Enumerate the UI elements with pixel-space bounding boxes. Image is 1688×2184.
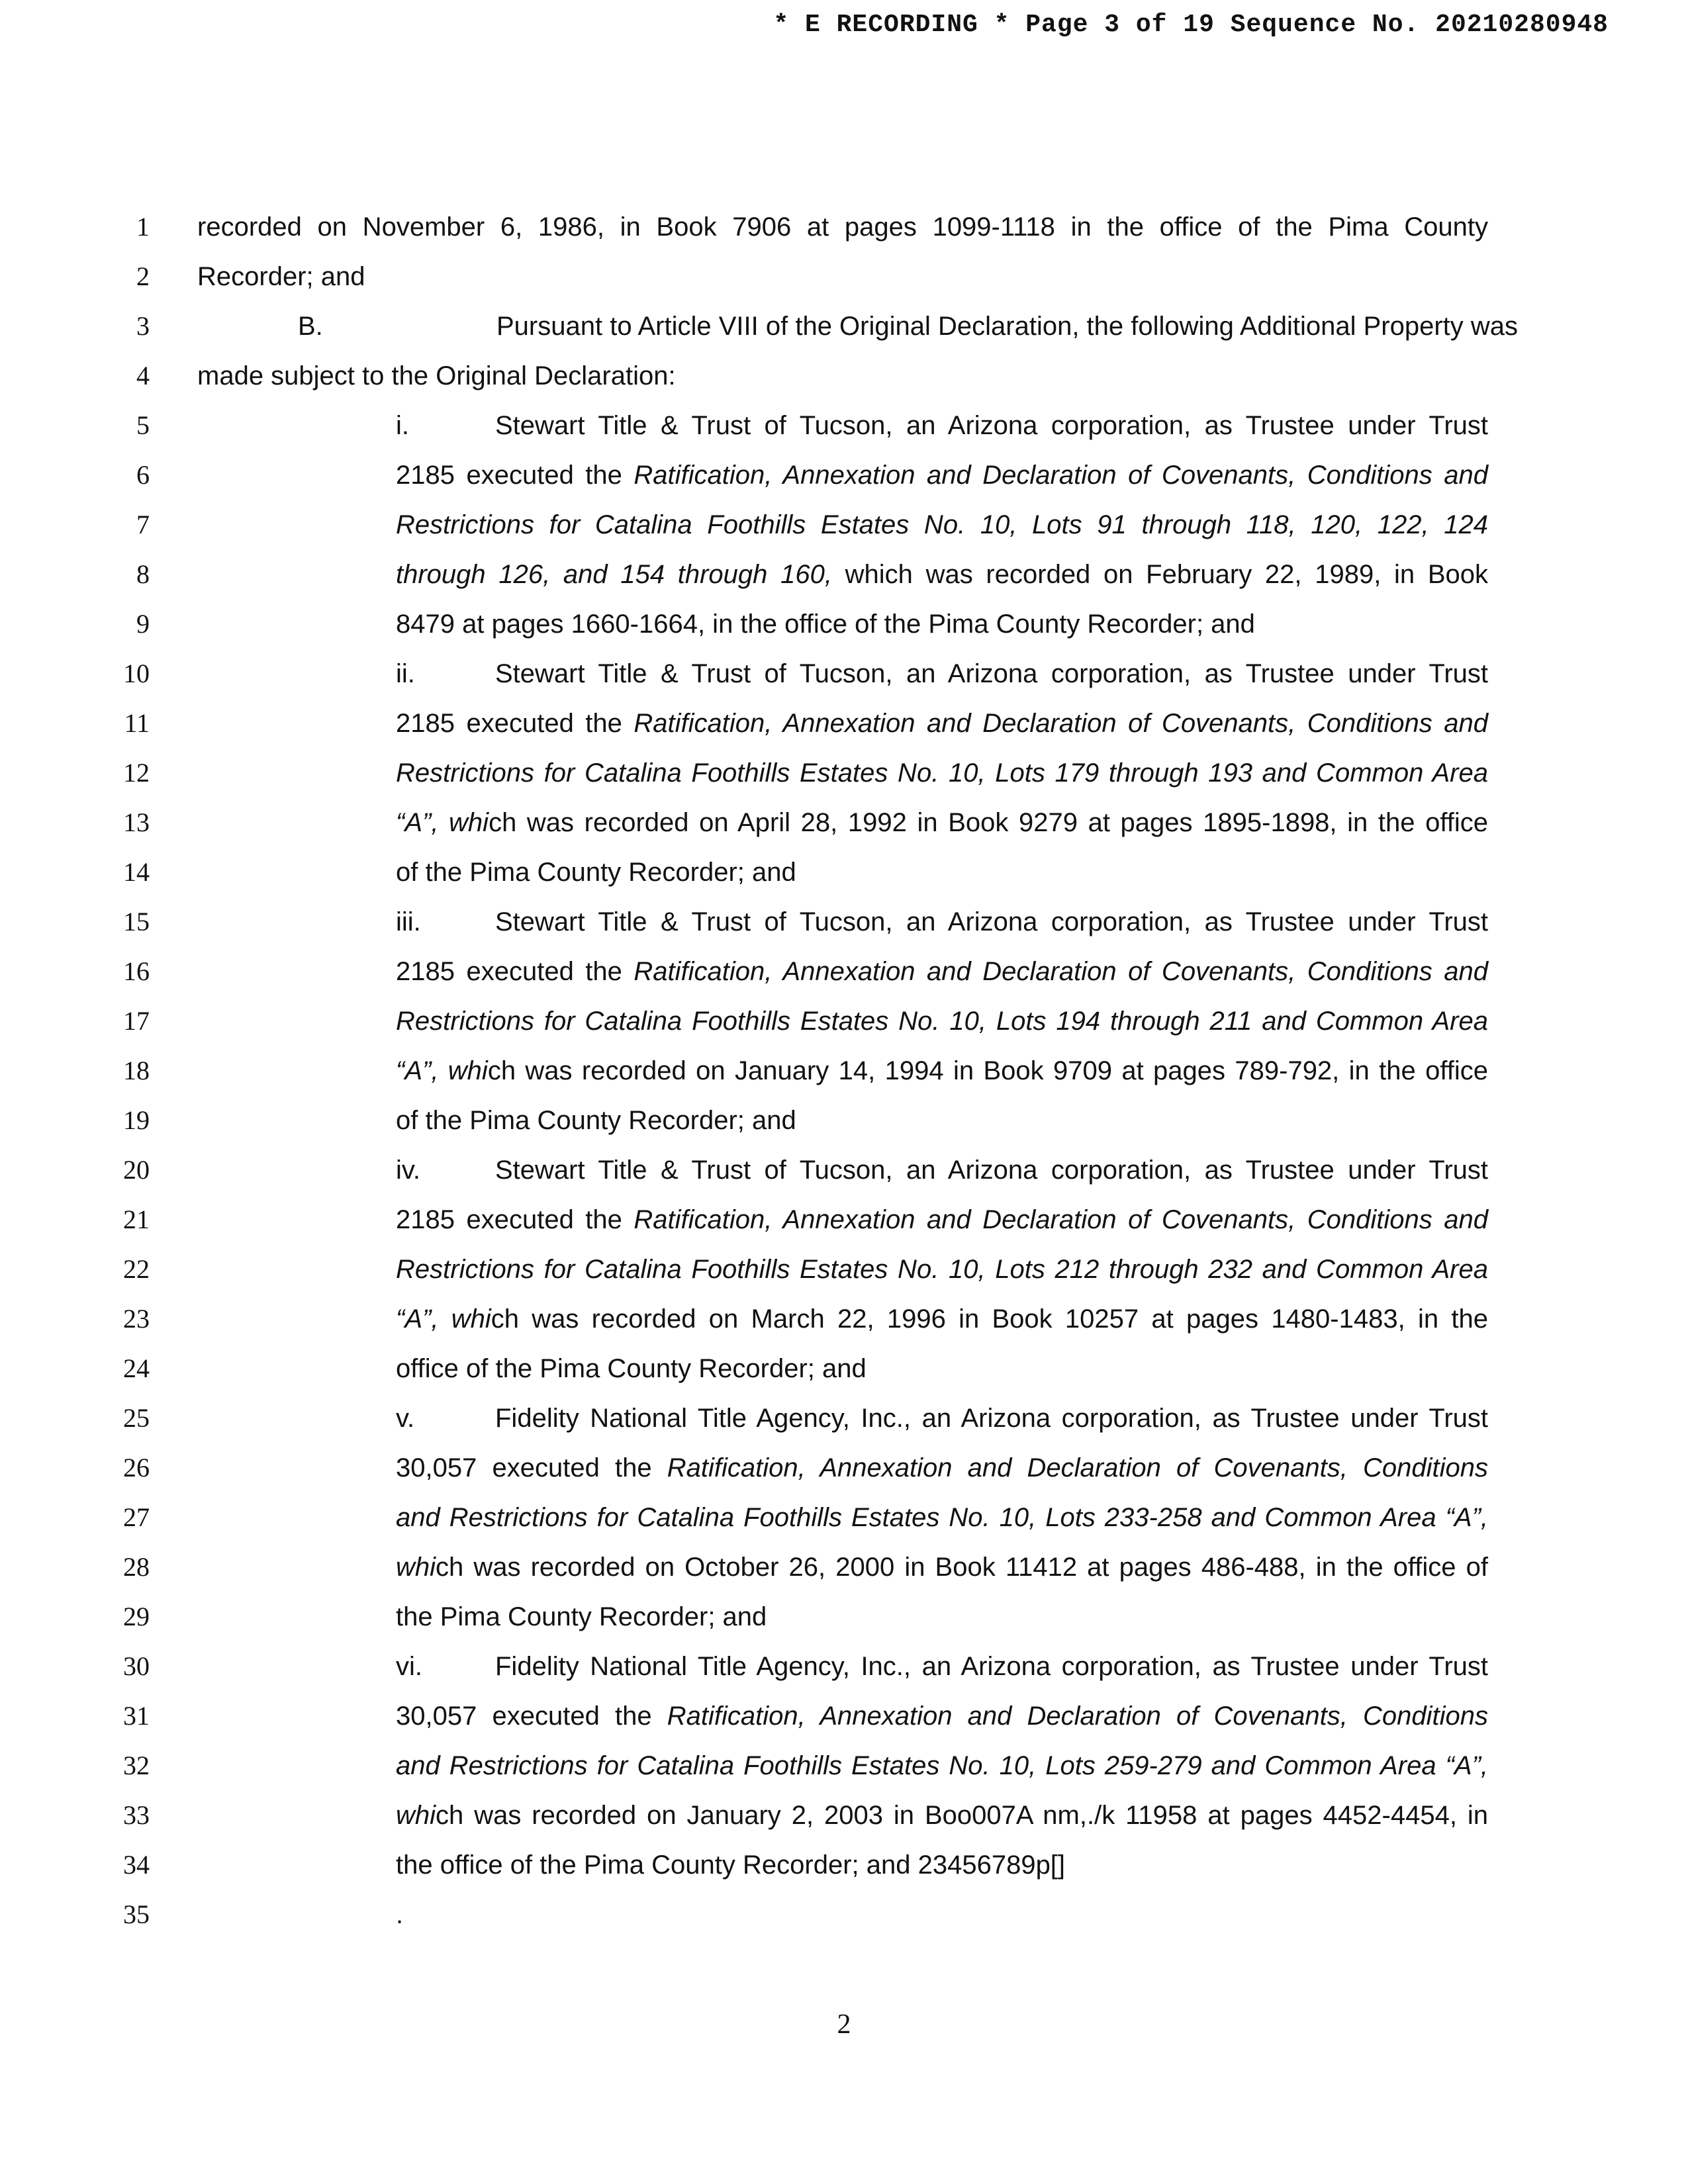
line-number: 2: [136, 261, 150, 291]
line-text: [396, 807, 1488, 839]
italic-text-segment: and Restrictions for Catalina Foothills Estates No. 10, Lots 259-279 and Common Area “A”,: [396, 1751, 1488, 1780]
italic-text-segment: whi: [396, 1801, 436, 1830]
pleading-line: [0, 1840, 1688, 1889]
pleading-line: [0, 1046, 1688, 1095]
text-segment: Fidelity National Title Agency, Inc., an Arizona corporation, as Trustee under Trust: [495, 1652, 1488, 1681]
line-number: 16: [123, 956, 150, 986]
text-segment: Fidelity National Title Agency, Inc., an Arizona corporation, as Trustee under Trust: [495, 1404, 1488, 1433]
text-segment: 30,057 executed the: [396, 1702, 667, 1731]
document-body: [0, 202, 1688, 1939]
text-segment: the office of the Pima County Recorder; and 23456789p[]: [396, 1850, 1066, 1880]
line-text: [396, 1253, 1488, 1285]
text-segment: 2185 executed the: [396, 957, 634, 986]
line-text: [396, 608, 1488, 640]
line-number: 18: [123, 1056, 150, 1085]
text-segment: Recorder; and: [197, 262, 365, 291]
line-number: 19: [123, 1105, 150, 1135]
line-text: [396, 1204, 1488, 1236]
line-text: [396, 1005, 1488, 1037]
line-number: 25: [123, 1403, 150, 1433]
line-text: [396, 1105, 1488, 1136]
line-text: [396, 906, 1488, 938]
italic-text-segment: Ratification, Annexation and Declaration of Covenants, Conditions and: [633, 957, 1488, 986]
line-number: 26: [123, 1453, 150, 1482]
line-number: 10: [123, 659, 150, 688]
pleading-line: [0, 1790, 1688, 1840]
text-segment: 2185 executed the: [396, 709, 634, 738]
pleading-line: [0, 1542, 1688, 1592]
pleading-line: [0, 946, 1688, 996]
pleading-line: [0, 1691, 1688, 1741]
italic-text-segment: through 126, and 154 through 160,: [396, 560, 832, 589]
text-segment: recorded on November 6, 1986, in Book 7906 at pages 1099-1118 in the office of the Pima County: [197, 212, 1488, 242]
italic-text-segment: Restrictions for Catalina Foothills Estates No. 10, Lots 212 through 232 and Common Area: [396, 1255, 1488, 1284]
text-segment: 2185 executed the: [396, 1205, 634, 1234]
line-text: [396, 956, 1488, 987]
text-segment: Stewart Title & Trust of Tucson, an Arizona corporation, as Trustee under Trust: [495, 1156, 1488, 1185]
item-marker: vi.: [396, 1652, 422, 1681]
item-marker: i.: [396, 411, 409, 440]
italic-text-segment: Ratification, Annexation and Declaration of Covenants, Conditions: [667, 1453, 1488, 1482]
line-text: [396, 1303, 1488, 1335]
pleading-line: [0, 301, 1688, 351]
item-marker: v.: [396, 1404, 415, 1433]
text-segment: 8479 at pages 1660-1664, in the office of the Pima County Recorder; and: [396, 610, 1255, 639]
line-text: [396, 1452, 1488, 1484]
pleading-line: [0, 400, 1688, 450]
text-segment: made subject to the Original Declaration:: [197, 361, 676, 390]
text-segment: Pursuant to Article VIII of the Original Declaration, the following Additional Property was: [496, 312, 1519, 341]
item-marker: iii.: [396, 907, 421, 936]
pleading-line: [0, 847, 1688, 897]
text-segment: ch was recorded on January 2, 2003 in Boo007A nm,./k 11958 at pages 4452-4454, in: [436, 1801, 1488, 1830]
line-text: [396, 856, 1488, 888]
pleading-line: [0, 1592, 1688, 1641]
line-number: 23: [123, 1304, 150, 1334]
text-segment: which was recorded on February 22, 1989, in Book: [831, 560, 1488, 589]
pleading-line: [0, 351, 1688, 400]
text-segment: ch was recorded on January 14, 1994 in Book 9709 at pages 789-792, in the office: [487, 1056, 1488, 1085]
line-text: [298, 310, 1519, 342]
pleading-line: [0, 1294, 1688, 1343]
text-segment: of the Pima County Recorder; and: [396, 858, 796, 887]
line-text: [396, 1055, 1488, 1087]
italic-text-segment: Ratification, Annexation and Declaration of Covenants, Conditions and: [633, 709, 1488, 738]
line-number: 35: [123, 1899, 150, 1929]
line-number: 7: [136, 510, 150, 539]
pleading-line: [0, 1492, 1688, 1542]
line-number: 17: [123, 1006, 150, 1036]
recording-stamp-header: * E RECORDING * Page 3 of 19 Sequence No. 20210280948: [773, 11, 1609, 39]
line-number: 5: [136, 410, 150, 440]
line-number: 6: [136, 460, 150, 490]
line-text: [396, 1402, 1488, 1434]
line-text: [396, 1899, 1488, 1931]
pleading-line: [0, 797, 1688, 847]
pleading-line: [0, 1343, 1688, 1393]
text-segment: Stewart Title & Trust of Tucson, an Arizona corporation, as Trustee under Trust: [495, 411, 1488, 440]
line-number: 29: [123, 1602, 150, 1631]
pleading-line: [0, 251, 1688, 301]
text-segment: the Pima County Recorder; and: [396, 1602, 767, 1631]
line-text: [396, 559, 1488, 590]
line-number: 12: [123, 758, 150, 788]
pleading-line: [0, 1443, 1688, 1492]
pleading-line: [0, 649, 1688, 698]
pleading-line: [0, 1641, 1688, 1691]
line-text: [197, 261, 1488, 293]
line-number: 20: [123, 1155, 150, 1185]
pleading-line: [0, 1145, 1688, 1195]
line-text: [396, 1551, 1488, 1583]
text-segment: Stewart Title & Trust of Tucson, an Arizona corporation, as Trustee under Trust: [495, 659, 1488, 688]
pleading-line: [0, 1195, 1688, 1244]
item-marker: ii.: [396, 659, 415, 688]
line-text: [396, 1154, 1488, 1186]
italic-text-segment: whi: [396, 1553, 436, 1582]
item-marker: B.: [298, 312, 323, 341]
line-text: [396, 1799, 1488, 1831]
line-number: 9: [136, 609, 150, 639]
line-number: 31: [123, 1701, 150, 1731]
line-number: 8: [136, 559, 150, 589]
text-segment: 30,057 executed the: [396, 1453, 667, 1482]
line-number: 28: [123, 1552, 150, 1582]
line-text: [396, 757, 1488, 789]
line-text: [197, 211, 1488, 243]
line-text: [396, 1502, 1488, 1533]
line-number: 4: [136, 361, 150, 390]
pleading-line: [0, 549, 1688, 599]
line-number: 33: [123, 1800, 150, 1830]
line-text: [396, 1651, 1488, 1682]
item-marker: iv.: [396, 1156, 421, 1185]
pleading-line: [0, 500, 1688, 549]
line-number: 27: [123, 1502, 150, 1532]
line-text: [396, 1750, 1488, 1782]
text-segment: ch was recorded on March 22, 1996 in Book 10257 at pages 1480-1483, in the: [491, 1304, 1488, 1334]
line-text: [396, 410, 1488, 441]
pleading-line: [0, 748, 1688, 797]
line-text: [396, 1601, 1488, 1633]
line-number: 22: [123, 1254, 150, 1284]
pleading-line: [0, 897, 1688, 946]
line-number: 32: [123, 1751, 150, 1780]
line-number: 1: [136, 212, 150, 242]
line-text: [396, 459, 1488, 491]
line-text: [396, 707, 1488, 739]
pleading-line: [0, 1095, 1688, 1145]
italic-text-segment: Ratification, Annexation and Declaration of Covenants, Conditions and: [633, 1205, 1488, 1234]
italic-text-segment: Restrictions for Catalina Foothills Estates No. 10, Lots 194 through 211 and Common Area: [396, 1007, 1488, 1036]
line-number: 13: [123, 807, 150, 837]
line-text: [396, 509, 1488, 541]
italic-text-segment: Restrictions for Catalina Foothills Estates No. 10, Lots 179 through 193 and Common Area: [396, 758, 1488, 788]
text-segment: Stewart Title & Trust of Tucson, an Arizona corporation, as Trustee under Trust: [495, 907, 1488, 936]
text-segment: .: [396, 1900, 404, 1929]
line-text: [396, 658, 1488, 690]
italic-text-segment: “A”, whi: [396, 808, 489, 837]
line-number: 14: [123, 857, 150, 887]
italic-text-segment: “A”, whi: [396, 1304, 491, 1334]
text-segment: ch was recorded on October 26, 2000 in Book 11412 at pages 486-488, in the office of: [436, 1553, 1488, 1582]
text-segment: of the Pima County Recorder; and: [396, 1106, 796, 1135]
line-number: 34: [123, 1850, 150, 1880]
pleading-line: [0, 698, 1688, 748]
line-number: 15: [123, 907, 150, 936]
pleading-line: [0, 996, 1688, 1046]
text-segment: office of the Pima County Recorder; and: [396, 1354, 867, 1383]
line-number: 21: [123, 1205, 150, 1234]
italic-text-segment: Ratification, Annexation and Declaration of Covenants, Conditions: [667, 1702, 1488, 1731]
pleading-line: [0, 1244, 1688, 1294]
line-number: 11: [124, 708, 150, 738]
pleading-line: [0, 450, 1688, 500]
line-text: [396, 1849, 1488, 1881]
text-segment: ch was recorded on April 28, 1992 in Book 9279 at pages 1895-1898, in the office: [489, 808, 1488, 837]
page-number: 2: [837, 2009, 851, 2040]
text-segment: 2185 executed the: [396, 461, 634, 490]
italic-text-segment: “A”, whi: [396, 1056, 488, 1085]
line-text: [396, 1700, 1488, 1732]
pleading-line: [0, 202, 1688, 251]
italic-text-segment: Ratification, Annexation and Declaration of Covenants, Conditions and: [633, 461, 1488, 490]
pleading-line: [0, 1889, 1688, 1939]
line-number: 30: [123, 1651, 150, 1681]
line-number: 24: [123, 1353, 150, 1383]
italic-text-segment: Restrictions for Catalina Foothills Estates No. 10, Lots 91 through 118, 120, 122, 124: [396, 510, 1488, 539]
pleading-line: [0, 1741, 1688, 1790]
line-number: 3: [136, 311, 150, 341]
line-text: [197, 360, 1488, 392]
italic-text-segment: and Restrictions for Catalina Foothills Estates No. 10, Lots 233-258 and Common Area “A”,: [396, 1503, 1488, 1532]
pleading-line: [0, 1393, 1688, 1443]
line-text: [396, 1353, 1488, 1385]
pleading-line: [0, 599, 1688, 649]
